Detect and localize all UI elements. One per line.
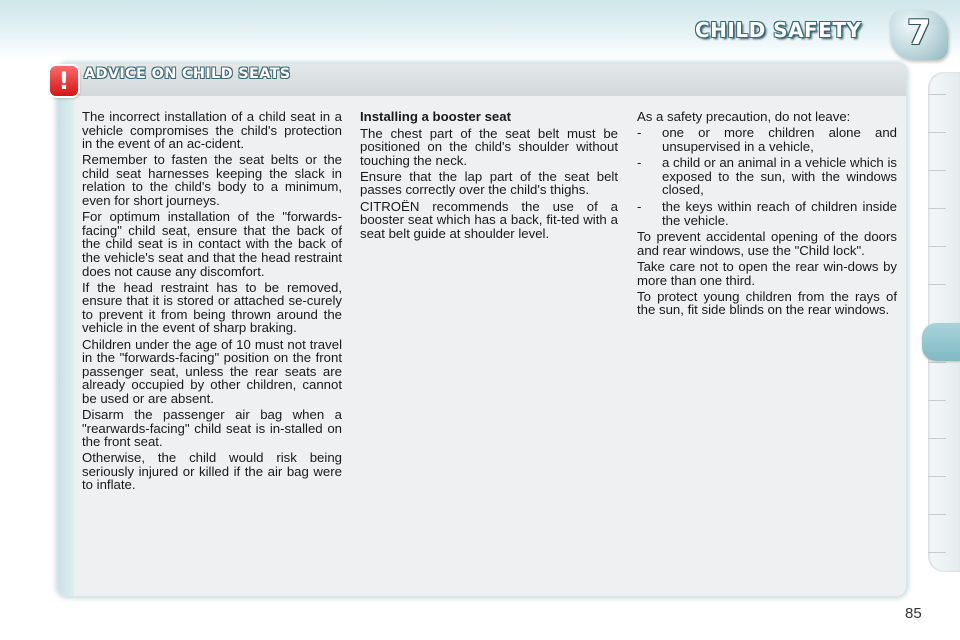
list-item [637, 200, 897, 227]
paragraph: Otherwise, the child would risk being seriously injured or killed if the air bag were to inflate. [82, 450, 342, 493]
side-tab-divider [928, 208, 946, 209]
text-column-3 [637, 110, 897, 319]
text-column-1 [82, 110, 342, 495]
side-tab-divider [928, 552, 946, 553]
chapter-number: 7 [907, 13, 931, 53]
paragraph: Take care not to open the rear win-dows by more than one third. [637, 258, 897, 288]
panel-left-strip [58, 96, 74, 596]
list-item-text: a child or an animal in a vehicle which is exposed to the sun, with the windows closed, [662, 155, 897, 198]
paragraph: Children under the age of 10 must not travel in the "forwards-facing" position on the front passenger seat, unless the rear seats are already occupied by other children, cannot be used or are absent. [82, 336, 342, 406]
side-tab-divider [928, 438, 946, 439]
side-tab-divider [928, 246, 946, 247]
paragraph: Ensure that the lap part of the seat belt passes correctly over the child's thighs. [360, 168, 618, 198]
warning-icon: ! [50, 66, 78, 96]
paragraph: Remember to fasten the seat belts or the child seat harnesses keeping the slack in relation to the child's body to a minimum, even for short journeys. [82, 152, 342, 209]
list-dash: - [637, 199, 642, 215]
list-intro: As a safety precaution, do not leave: [637, 109, 851, 124]
section-title: ADVICE ON CHILD SEATS [84, 66, 291, 82]
paragraph: The incorrect installation of a child seat in a vehicle compromises the child's protection in the event of an ac-cident. [82, 109, 342, 152]
chapter-title: CHILD SAFETY [695, 18, 862, 42]
list-dash: - [637, 125, 642, 141]
side-tab-divider [928, 284, 946, 285]
chapter-badge [890, 10, 948, 60]
subheading: Installing a booster seat [360, 109, 511, 124]
paragraph: To protect young children from the rays of the sun, fit side blinds on the rear windows. [637, 288, 897, 318]
paragraph: Disarm the passenger air bag when a "rearwards-facing" child seat is in-stalled on the front seat. [82, 406, 342, 450]
list-item [637, 156, 897, 197]
side-tab-divider [928, 170, 946, 171]
paragraph: For optimum installation of the "forwards-facing" child seat, ensure that the back of the child seat is in contact with the back of the vehicle's seat and that the head restraint does not cause any discomfort. [82, 209, 342, 279]
side-tab-active-chapter[interactable] [922, 323, 960, 361]
side-tab-divider [928, 362, 946, 363]
side-tab-divider [928, 476, 946, 477]
page-number: 85 [905, 605, 922, 622]
list-item [637, 126, 897, 153]
list-dash: - [637, 155, 642, 171]
list-item-text: one or more children alone and unsupervised in a vehicle, [662, 125, 897, 154]
side-tab-divider [928, 132, 946, 133]
paragraph: If the head restraint has to be removed, ensure that it is stored or attached se-curely to prevent it from being thrown around the vehicle in the event of sharp braking. [82, 279, 342, 336]
text-column-2 [360, 110, 618, 243]
paragraph: To prevent accidental opening of the doors and rear windows, use the "Child lock". [637, 229, 897, 258]
list-item-text: the keys within reach of children inside the vehicle. [662, 199, 897, 228]
paragraph: CITROËN recommends the use of a booster seat which has a back, fit-ted with a seat belt guide at shoulder level. [360, 198, 618, 241]
side-tab-divider [928, 514, 946, 515]
paragraph: The chest part of the seat belt must be positioned on the child's shoulder without touching the neck. [360, 125, 618, 168]
side-tab-divider [928, 94, 946, 95]
chapter-side-tabs [928, 72, 960, 572]
side-tab-divider [928, 400, 946, 401]
